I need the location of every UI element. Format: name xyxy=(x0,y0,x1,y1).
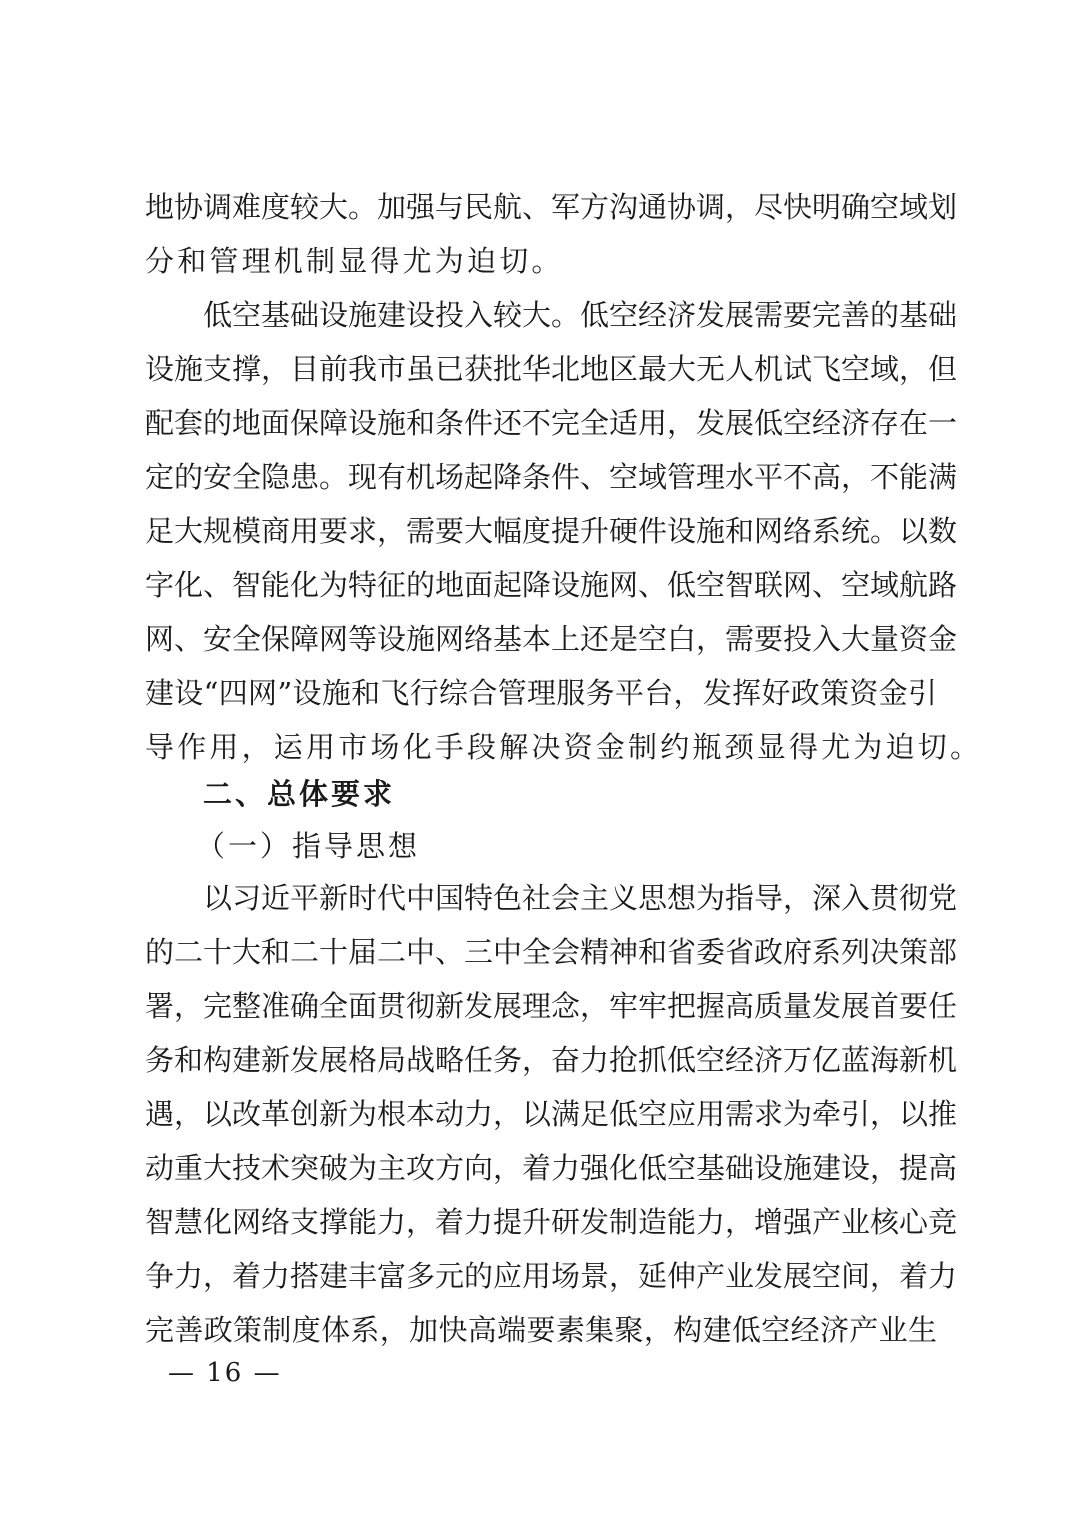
paragraph-3-line-7: 智慧化网络支撑能力，着力提升研发制造能力，增强产业核心竞 xyxy=(145,1205,958,1239)
paragraph-3-line-3: 署，完整准确全面贯彻新发展理念，牢牢把握高质量发展首要任 xyxy=(145,989,958,1023)
paragraph-2-line-7: 网、安全保障网等设施网络基本上还是空白，需要投入大量资金 xyxy=(145,622,958,656)
paragraph-1-line-1: 地协调难度较大。加强与民航、军方沟通协调，尽快明确空域划 xyxy=(145,190,958,224)
paragraph-3-line-4: 务和构建新发展格局战略任务，奋力抢抓低空经济万亿蓝海新机 xyxy=(145,1043,958,1077)
subsection-heading: （一）指导思想 xyxy=(196,829,421,863)
paragraph-3-line-9: 完善政策制度体系，加快高端要素集聚，构建低空经济产业生 xyxy=(145,1313,937,1347)
paragraph-3-line-8: 争力，着力搭建丰富多元的应用场景，延伸产业发展空间，着力 xyxy=(145,1259,958,1293)
paragraph-2-line-8: 建设“四网”设施和飞行综合管理服务平台，发挥好政策资金引 xyxy=(145,676,937,710)
section-heading: 二、总体要求 xyxy=(203,777,396,811)
paragraph-2-line-1: 低空基础设施建设投入较大。低空经济发展需要完善的基础 xyxy=(203,298,958,332)
paragraph-3-line-2: 的二十大和二十届二中、三中全会精神和省委省政府系列决策部 xyxy=(145,935,958,969)
paragraph-2-line-5: 足大规模商用要求，需要大幅度提升硬件设施和网络系统。以数 xyxy=(145,514,958,548)
paragraph-3-line-1: 以习近平新时代中国特色社会主义思想为指导，深入贯彻党 xyxy=(203,881,958,915)
paragraph-2-line-4: 定的安全隐患。现有机场起降条件、空域管理水平不高，不能满 xyxy=(145,460,958,494)
page-number: — 16 — xyxy=(168,1358,282,1388)
paragraph-2-line-9: 导作用，运用市场化手段解决资金制约瓶颈显得尤为迫切。 xyxy=(145,730,983,764)
paragraph-3-line-6: 动重大技术突破为主攻方向，着力强化低空基础设施建设，提高 xyxy=(145,1151,958,1185)
paragraph-1-line-2: 分和管理机制显得尤为迫切。 xyxy=(145,244,564,278)
paragraph-2-line-2: 设施支撑，目前我市虽已获批华北地区最大无人机试飞空域，但 xyxy=(145,352,958,386)
paragraph-3-line-5: 遇，以改革创新为根本动力，以满足低空应用需求为牵引，以推 xyxy=(145,1097,958,1131)
paragraph-2-line-6: 字化、智能化为特征的地面起降设施网、低空智联网、空域航路 xyxy=(145,568,958,602)
paragraph-2-line-3: 配套的地面保障设施和条件还不完全适用，发展低空经济存在一 xyxy=(145,406,958,440)
